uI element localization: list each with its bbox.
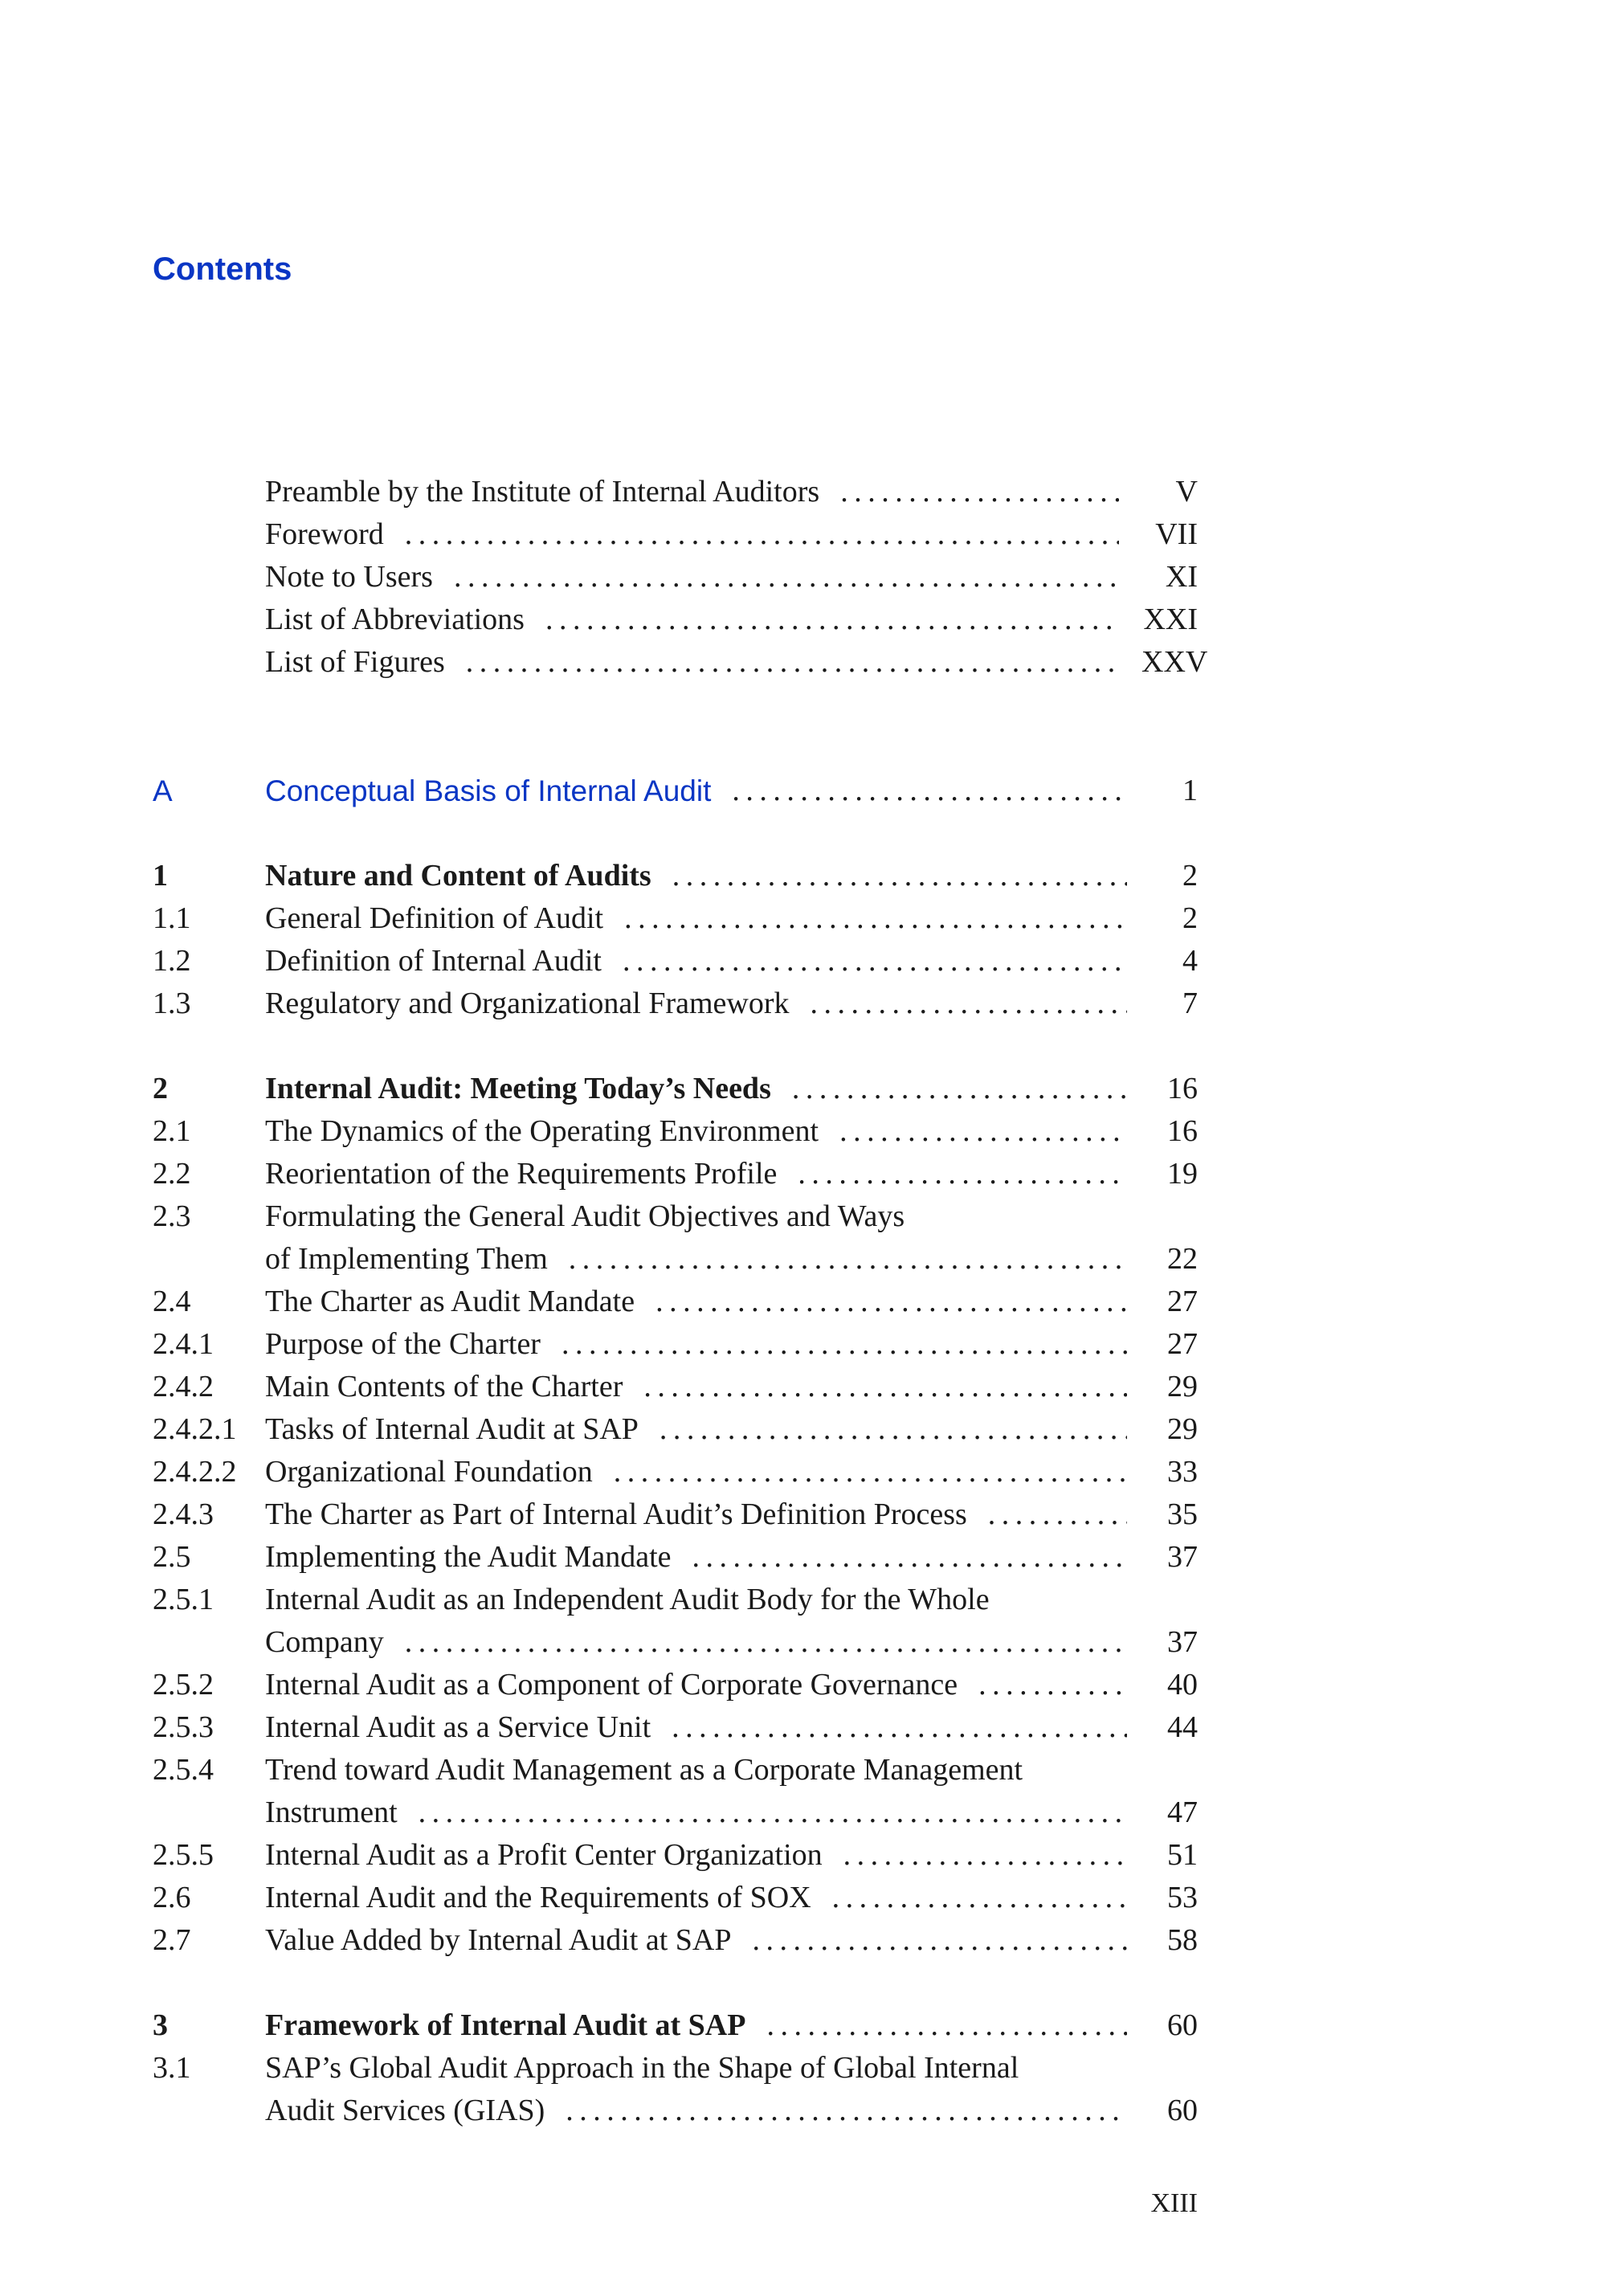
toc-entry[interactable] (153, 1153, 1198, 1195)
entry-page: XXI (1143, 603, 1198, 636)
entry-label: Framework of Internal Audit at SAP (265, 2008, 746, 2042)
entry-number: 2.5.3 (153, 1710, 214, 1744)
toc-chapter[interactable] (153, 1068, 1198, 1110)
entry-number: 2.4.2.1 (153, 1412, 237, 1446)
toc-entry[interactable] (153, 1281, 1198, 1323)
entry-label: Internal Audit as a Service Unit (265, 1710, 651, 1744)
entry-page: 51 (1167, 1838, 1198, 1872)
leader-dots (405, 1621, 1127, 1664)
entry-label: Internal Audit as a Component of Corporate Governance (265, 1668, 958, 1702)
entry-label: General Definition of Audit (265, 901, 604, 935)
entry-label: Main Contents of the Charter (265, 1370, 623, 1403)
toc-entry-line1 (153, 1749, 1198, 1791)
entry-number: 2.4.3 (153, 1497, 214, 1531)
toc-entry-line1 (153, 1579, 1198, 1621)
entry-label: Preamble by the Institute of Internal Auditors (265, 475, 820, 509)
leader-dots (766, 2004, 1127, 2047)
entry-number: 1.2 (153, 944, 191, 978)
entry-number: 1.1 (153, 901, 191, 935)
toc-entry[interactable] (265, 556, 1198, 599)
entry-label-continued: of Implementing Them (265, 1242, 548, 1276)
leader-dots (692, 1536, 1127, 1579)
toc-entry-line1 (153, 2047, 1198, 2090)
entry-number: 2.5.1 (153, 1583, 214, 1616)
toc-entry[interactable] (153, 1408, 1198, 1451)
toc-entry[interactable] (153, 1536, 1198, 1579)
entry-label: Foreword (265, 517, 384, 551)
entry-label: Formulating the General Audit Objectives and Ways (265, 1199, 905, 1233)
entry-page: 29 (1167, 1370, 1198, 1403)
leader-dots (659, 1408, 1127, 1451)
entry-page: 19 (1167, 1157, 1198, 1191)
entry-label: Internal Audit: Meeting Today’s Needs (265, 1072, 771, 1105)
leader-dots (840, 471, 1119, 513)
entry-label: Trend toward Audit Management as a Corporate Management (265, 1753, 1023, 1787)
toc-entry[interactable] (153, 1919, 1198, 1962)
entry-page: VII (1155, 517, 1198, 551)
leader-dots (545, 599, 1119, 641)
toc-chapter[interactable] (153, 855, 1198, 897)
toc-entry[interactable] (153, 1621, 1198, 1664)
leader-dots (672, 1706, 1127, 1749)
entry-number: 2 (153, 1072, 168, 1105)
leader-dots (569, 1238, 1127, 1281)
entry-label: Internal Audit as an Independent Audit Body for the Whole (265, 1583, 990, 1616)
leader-dots (623, 940, 1127, 983)
entry-number: 2.2 (153, 1157, 191, 1191)
entry-page: 37 (1167, 1540, 1198, 1574)
leader-dots (792, 1068, 1127, 1110)
entry-label: Implementing the Audit Mandate (265, 1540, 672, 1574)
entry-number: 1 (153, 859, 168, 893)
toc-entry[interactable] (153, 1110, 1198, 1153)
leader-dots (672, 855, 1127, 897)
entry-page: 1 (1182, 774, 1198, 807)
entry-number: 2.3 (153, 1199, 191, 1233)
leader-dots (978, 1664, 1127, 1706)
entry-label: Value Added by Internal Audit at SAP (265, 1923, 732, 1957)
leader-dots (655, 1281, 1127, 1323)
entry-page: 53 (1167, 1881, 1198, 1914)
leader-dots (624, 897, 1127, 940)
entry-number: 2.1 (153, 1114, 191, 1148)
entry-label: Regulatory and Organizational Framework (265, 987, 790, 1020)
toc-entry[interactable] (153, 1366, 1198, 1408)
table-of-contents (153, 770, 1198, 2132)
entry-number: 3 (153, 2008, 168, 2042)
page-number: XIII (1150, 2188, 1198, 2218)
leader-dots (798, 1153, 1127, 1195)
toc-entry[interactable] (153, 1451, 1198, 1493)
toc-entry[interactable] (153, 1877, 1198, 1919)
entry-page: V (1175, 475, 1198, 509)
toc-entry[interactable] (153, 897, 1198, 940)
leader-dots (405, 513, 1119, 556)
toc-entry[interactable] (153, 1238, 1198, 1281)
toc-entry[interactable] (153, 1493, 1198, 1536)
entry-page: 37 (1167, 1625, 1198, 1659)
entry-page: 35 (1167, 1497, 1198, 1531)
entry-label: List of Figures (265, 645, 445, 679)
entry-page: 60 (1167, 2008, 1198, 2042)
toc-entry[interactable] (153, 983, 1198, 1025)
entry-label: Conceptual Basis of Internal Audit (265, 774, 712, 807)
entry-number: 2.4.2 (153, 1370, 214, 1403)
toc-part[interactable] (153, 770, 1198, 812)
entry-label: SAP’s Global Audit Approach in the Shape of Global Internal (265, 2051, 1019, 2085)
toc-entry[interactable] (153, 2090, 1198, 2132)
entry-label: Nature and Content of Audits (265, 859, 651, 893)
leader-dots (732, 770, 1127, 812)
entry-label-continued: Instrument (265, 1796, 398, 1829)
entry-label: Internal Audit as a Profit Center Organization (265, 1838, 823, 1872)
toc-entry[interactable] (265, 471, 1198, 513)
toc-entry[interactable] (153, 940, 1198, 983)
toc-entry[interactable] (153, 1706, 1198, 1749)
leader-dots (811, 983, 1128, 1025)
leader-dots (843, 1834, 1127, 1877)
entry-number: 2.4 (153, 1285, 191, 1318)
entry-page: 2 (1182, 859, 1198, 893)
entry-page: 29 (1167, 1412, 1198, 1446)
front-matter-list (265, 471, 1208, 684)
entry-label: The Charter as Part of Internal Audit’s Definition Process (265, 1497, 967, 1531)
entry-number: 2.6 (153, 1881, 191, 1914)
leader-dots (454, 556, 1119, 599)
entry-label: List of Abbreviations (265, 603, 525, 636)
entry-label: Definition of Internal Audit (265, 944, 602, 978)
leader-dots (832, 1877, 1127, 1919)
page-title: Contents (153, 251, 292, 287)
entry-label: Organizational Foundation (265, 1455, 593, 1489)
entry-label: Note to Users (265, 560, 433, 594)
entry-number: 2.7 (153, 1923, 191, 1957)
entry-label-continued: Audit Services (GIAS) (265, 2094, 545, 2127)
toc-entry[interactable] (153, 1834, 1198, 1877)
entry-page: 47 (1167, 1796, 1198, 1829)
toc-entry[interactable] (153, 1323, 1198, 1366)
spacer (153, 1025, 1198, 1068)
toc-entry[interactable] (153, 1791, 1198, 1834)
leader-dots (566, 2090, 1127, 2132)
entry-page: 2 (1182, 901, 1198, 935)
entry-label-continued: Company (265, 1625, 384, 1659)
toc-entry-line1 (153, 1195, 1198, 1238)
entry-number: 2.5.5 (153, 1838, 214, 1872)
spacer (153, 1962, 1198, 2004)
entry-number: 2.5.4 (153, 1753, 214, 1787)
leader-dots (466, 641, 1119, 684)
entry-label: Tasks of Internal Audit at SAP (265, 1412, 639, 1446)
entry-page: 44 (1167, 1710, 1198, 1744)
leader-dots (419, 1791, 1127, 1834)
entry-number: 3.1 (153, 2051, 191, 2085)
toc-chapter[interactable] (153, 2004, 1198, 2047)
entry-page: 27 (1167, 1285, 1198, 1318)
entry-label: The Charter as Audit Mandate (265, 1285, 635, 1318)
leader-dots (839, 1110, 1127, 1153)
toc-entry[interactable] (265, 513, 1198, 556)
entry-number: 2.4.2.2 (153, 1455, 237, 1489)
entry-page: XXV (1141, 645, 1208, 679)
entry-page: 60 (1167, 2094, 1198, 2127)
entry-page: 22 (1167, 1242, 1198, 1276)
entry-label: Internal Audit and the Requirements of SOX (265, 1881, 811, 1914)
entry-page: 4 (1182, 944, 1198, 978)
leader-dots (752, 1919, 1127, 1962)
entry-number: 2.5 (153, 1540, 191, 1574)
leader-dots (561, 1323, 1127, 1366)
entry-label: Reorientation of the Requirements Profile (265, 1157, 778, 1191)
toc-entry[interactable] (265, 599, 1198, 641)
entry-page: 58 (1167, 1923, 1198, 1957)
toc-entry[interactable] (265, 641, 1208, 684)
entry-number: 1.3 (153, 987, 191, 1020)
entry-label: The Dynamics of the Operating Environment (265, 1114, 819, 1148)
leader-dots (643, 1366, 1127, 1408)
entry-page: 40 (1167, 1668, 1198, 1702)
spacer (153, 812, 1198, 855)
toc-entry[interactable] (153, 1664, 1198, 1706)
entry-page: XI (1165, 560, 1198, 594)
entry-page: 33 (1167, 1455, 1198, 1489)
entry-page: 16 (1167, 1114, 1198, 1148)
leader-dots (614, 1451, 1127, 1493)
entry-page: 7 (1182, 987, 1198, 1020)
leader-dots (988, 1493, 1127, 1536)
entry-label: Purpose of the Charter (265, 1327, 541, 1361)
entry-number: 2.4.1 (153, 1327, 214, 1361)
entry-number: A (153, 774, 173, 807)
entry-number: 2.5.2 (153, 1668, 214, 1702)
entry-page: 16 (1167, 1072, 1198, 1105)
entry-page: 27 (1167, 1327, 1198, 1361)
